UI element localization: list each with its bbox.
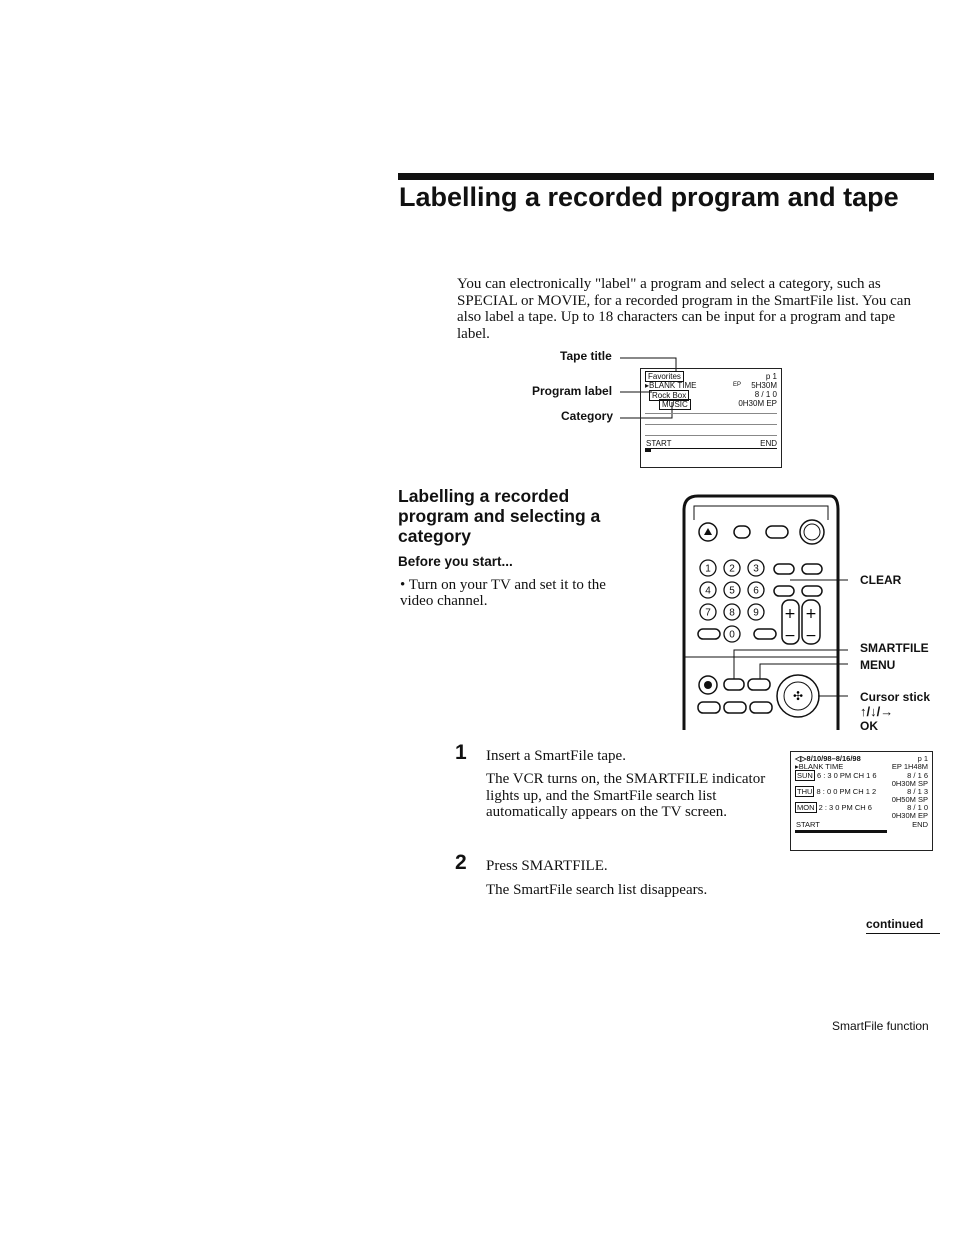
screen2-progress xyxy=(795,830,887,833)
remote-control xyxy=(680,490,850,730)
screen2-row1-time: EP 1H48M xyxy=(891,762,928,771)
screen2-start: START xyxy=(796,820,820,829)
screen2-time: 8 : 0 0 PM CH 1 2 xyxy=(816,787,877,796)
screen2-row1-label: BLANK TIME xyxy=(798,762,844,771)
step-1-instruction: Insert a SmartFile tape. xyxy=(486,748,626,764)
screen-row1-time: 5H30M xyxy=(751,381,777,390)
numpad-key-label: 7 xyxy=(705,607,711,619)
callout-cursor-stick: Cursor stick xyxy=(860,690,931,704)
svg-text:✣: ✣ xyxy=(792,689,804,703)
callout-ok: OK xyxy=(860,719,878,733)
callout-arrows: ↑/↓/→ xyxy=(860,704,894,719)
screen2-date: 8 / 1 3 xyxy=(907,787,928,796)
screen-start: START xyxy=(646,439,672,448)
bullet-item: • Turn on your TV and set it to the video channel. xyxy=(400,577,606,609)
screen2-time: 2 : 3 0 PM CH 6 xyxy=(818,803,872,812)
smartfile-search-screen: ◁▷8/10/98–8/16/98 p 1 ▸BLANK TIME EP 1H48M SUN 6 : 3 0 PM CH 1 6 8 / 1 6 0H30M SP THU 8 : 0 0 PM CH 1 2 8 / 1 3 0H50M SP MON 2 : 3 0 PM CH 6 8 / 1 0 0H30M EP START END xyxy=(790,751,933,851)
screen2-day: MON xyxy=(797,803,815,812)
continued-rule xyxy=(866,933,940,934)
step-2-result: The SmartFile search list disappears. xyxy=(486,882,708,898)
callout-menu: MENU xyxy=(860,658,896,672)
screen2-date: 8 / 1 0 xyxy=(907,803,928,812)
bullet-text: Turn on your TV and set it to the video channel. xyxy=(400,577,606,609)
step-2-instruction: Press SMARTFILE. xyxy=(486,858,608,874)
title-rule xyxy=(398,173,934,180)
screen-row3-time: 0H30M EP xyxy=(738,399,777,408)
step-2-number: 2 xyxy=(455,851,467,874)
continued-label: continued xyxy=(866,917,924,931)
screen-progress xyxy=(645,449,651,452)
screen-row3-label: MUSIC xyxy=(659,399,691,410)
screen2-time: 6 : 3 0 PM CH 1 6 xyxy=(816,771,877,780)
screen2-end: END xyxy=(912,820,928,829)
smartfile-button xyxy=(724,679,744,690)
label-category: Category xyxy=(561,409,614,423)
screen-page: p 1 xyxy=(765,372,777,381)
numpad-key-label: 3 xyxy=(753,563,759,575)
section-name: SmartFile function xyxy=(832,1019,929,1033)
screen2-header: 8/10/98–8/16/98 xyxy=(806,754,861,763)
svg-text:+: + xyxy=(784,606,796,622)
tape-label-screen: Favorites p 1 ▸BLANK TIME EP 5H30M Rock Box 8 / 1 0 MUSIC 0H30M EP START END xyxy=(640,368,782,468)
screen-row2-date: 8 / 1 0 xyxy=(754,390,777,399)
screen2-duration: 0H30M SP xyxy=(891,779,928,788)
intro-paragraph: You can electronically "label" a program and select a category, such as SPECIAL or MOVIE, for a recorded program in the SmartFile list. You can also label a tape. Up to 18 characters can be input for a program and tape label. xyxy=(457,276,911,342)
screen2-day: THU xyxy=(797,787,813,796)
numpad-key-label: 0 xyxy=(729,629,735,641)
callout-smartfile: SMARTFILE xyxy=(860,641,929,655)
screen2-duration: 0H50M SP xyxy=(891,795,928,804)
section-heading: Labelling a recorded program and selecting a category xyxy=(398,486,601,546)
numpad-key-label: 9 xyxy=(753,607,759,619)
screen-row2-label: Rock Box xyxy=(649,390,689,401)
menu-button xyxy=(748,679,770,690)
label-tape-title: Tape title xyxy=(560,349,612,363)
numpad-key-label: 4 xyxy=(705,585,711,597)
screen2-row xyxy=(795,788,876,797)
before-you-start: Before you start... xyxy=(398,554,513,569)
screen2-day: SUN xyxy=(797,771,813,780)
numpad-key-label: 2 xyxy=(729,563,735,575)
svg-text:+: + xyxy=(805,606,817,622)
numpad-key-label: 5 xyxy=(729,585,735,597)
callout-clear: CLEAR xyxy=(860,573,902,587)
label-program-label: Program label xyxy=(532,384,613,398)
clear-button xyxy=(774,586,794,596)
svg-text:−: − xyxy=(784,628,796,644)
page-title: Labelling a recorded program and tape xyxy=(399,182,899,212)
numpad-key-label: 6 xyxy=(753,585,759,597)
screen2-row xyxy=(795,804,872,813)
screen2-row xyxy=(795,772,877,781)
svg-text:−: − xyxy=(805,628,817,644)
screen2-page: p 1 xyxy=(917,754,928,763)
screen-row1-mode: EP xyxy=(733,382,742,388)
screen-end: END xyxy=(760,439,777,448)
screen-tab-favorites: Favorites xyxy=(645,371,684,382)
screen-row1-label: BLANK TIME xyxy=(649,381,697,390)
step-1-result: The VCR turns on, the SMARTFILE indicator lights up, and the SmartFile search list automatically appears on the TV screen. xyxy=(486,771,766,820)
step-1-number: 1 xyxy=(455,741,467,764)
screen2-date: 8 / 1 6 xyxy=(907,771,928,780)
numpad-key-label: 1 xyxy=(705,563,711,575)
screen2-duration: 0H30M EP xyxy=(891,811,928,820)
numpad-key-label: 8 xyxy=(729,607,735,619)
